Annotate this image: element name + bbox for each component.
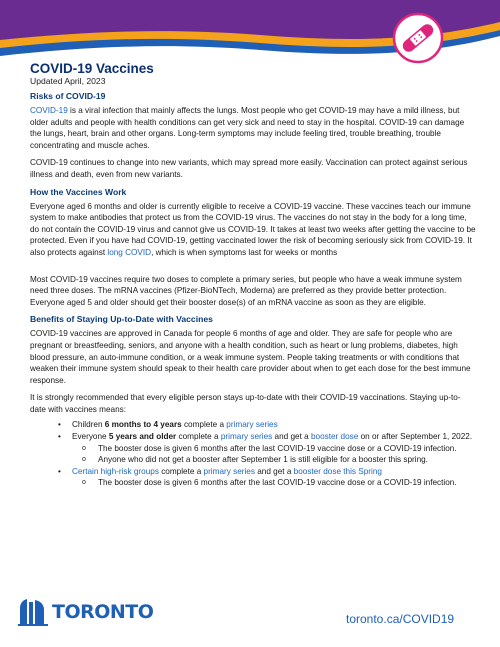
benefits-paragraph-2: It is strongly recommended that every eligible person stays up-to-date with their COVID-19 vaccinations. Staying up-to-date with vaccines means: — [30, 393, 461, 414]
booster-dose-link[interactable]: booster dose — [310, 432, 359, 442]
risks-paragraph-1 — [30, 105, 476, 151]
primary-series-link[interactable]: primary series — [226, 420, 278, 430]
sub-list — [72, 443, 476, 466]
bandage-icon — [392, 12, 444, 64]
sub-list-item: o The booster dose is given 6 months after the last COVID-19 vaccine dose or a COVID-19 infection. — [72, 443, 476, 455]
long-covid-link[interactable]: long COVID — [107, 247, 152, 257]
how-p1-text: Everyone aged 6 months and older is currently eligible to receive a COVID-19 vaccine. These vaccines teach our immune system to make antibodies that protect us from the COVID-19 virus. The vaccines do not stay in the body for a long time, do not contain the COVID-19 virus and cannot give us COVID-19. It takes at least two weeks after getting the vaccine to be protected. Even if you have had COVID-19, getting vaccinated lower the risk of becoming seriously sick from COVID-19. It also protects against — [30, 201, 476, 257]
toronto-wordmark: TORONTO — [52, 601, 154, 623]
booster-spring-link[interactable]: booster dose this Spring — [293, 466, 382, 476]
sub-list-item: o Anyone who did not get a booster after September 1 is still eligible for a booster this spring. — [72, 454, 476, 466]
sub-list — [72, 477, 476, 489]
benefits-heading: Benefits of Staying Up-to-Date with Vaccines — [30, 314, 213, 325]
primary-series-link[interactable]: primary series — [220, 432, 273, 442]
how-heading: How the Vaccines Work — [30, 186, 127, 197]
up-to-date-list — [30, 419, 476, 489]
toronto-logo — [18, 598, 154, 626]
document-body — [30, 62, 476, 489]
list-item: • Everyone 5 years and older complete a primary series and get a booster dose on or after September 1, 2022. o The booster dose is given 6 months after the last COVID-19 vaccine dose or a COVID-19 infection. o Anyone who did not get a booster after September 1 is still eligible for a booster this spring. — [30, 431, 476, 466]
risks-paragraph-2: COVID-19 continues to change into new variants, which may spread more easily. Vaccination can protect against serious illness and death, even from new variants. — [30, 158, 468, 179]
page-title: COVID-19 Vaccines — [30, 61, 154, 76]
footer-url[interactable]: toronto.ca/COVID19 — [346, 612, 455, 626]
list-item: • Children 6 months to 4 years complete a primary series — [30, 419, 476, 431]
benefits-paragraph-1: COVID-19 vaccines are approved in Canada for people 6 months of age and older. They are safe for people who are pregnant or breastfeeding, seniors, and anyone with a health condition, such as heart or lung problems, diabetes, high blood pressure, an auto-immune condition, or a weak immune system. People taking treatments or with conditions that weaken their immune system should speak to their health care provider about when to get each dose for the best immune response. — [30, 329, 471, 385]
risks-p1-text: is a viral infection that mainly affects the lungs. Most people who get COVID-19 may have a mild illness, but older adults and people with health conditions can get very sick and need to stay in the hospital. COVID-19 can damage the lungs, heart, brain and other organs. Long-term symptoms may include feeling tired, trouble breathing, trouble concentrating and muscle aches. — [30, 106, 465, 150]
city-hall-icon — [18, 598, 50, 626]
sub-list-item: o The booster dose is given 6 months after the last COVID-19 vaccine dose or a COVID-19 infection. — [72, 477, 476, 489]
list-item: • Certain high-risk groups complete a primary series and get a booster dose this Spring o The booster dose is given 6 months after the last COVID-19 vaccine dose or a COVID-19 infection. — [30, 466, 476, 489]
covid19-link[interactable]: COVID-19 — [30, 106, 68, 115]
primary-series-link[interactable]: primary series — [203, 466, 255, 476]
how-p1-end: , which is when symptoms last for weeks or months — [151, 247, 338, 257]
updated-date: Updated April, 2023 — [30, 76, 106, 86]
how-paragraph-1 — [30, 201, 476, 259]
high-risk-groups-link[interactable]: Certain high-risk groups — [72, 466, 159, 476]
risks-heading: Risks of COVID-19 — [30, 91, 106, 101]
how-paragraph-2: Most COVID-19 vaccines require two doses to complete a primary series, but people who have a weak immune system need three doses. The mRNA vaccines (Pfizer-BioNTech, Moderna) are preferred as they provide better protection. Everyone aged 5 and older should get their booster dose(s) of an mRNA vaccine as soon as they are eligible. — [30, 274, 462, 307]
